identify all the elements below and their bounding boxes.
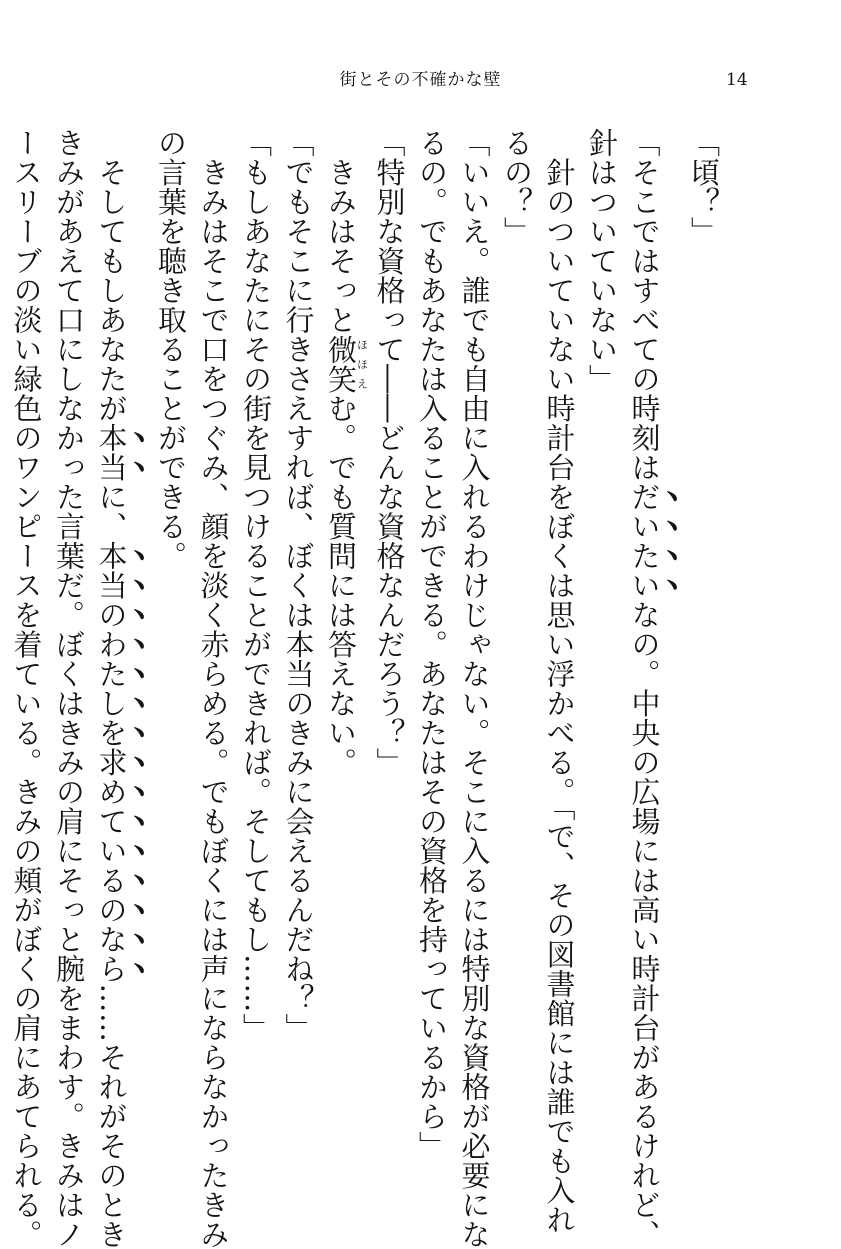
- text-run: 「いいえ。誰でも自由に入れるわけじゃない。そこに入るには特別な資格が必要にな: [457, 128, 492, 1249]
- text-run: 「頃？」: [687, 128, 721, 246]
- text-run: む。でも質問には答えない。: [324, 393, 358, 777]
- ruby-reading: ほほえ: [355, 334, 369, 394]
- text-line: [368, 128, 411, 1128]
- emphasized-text: だいたい: [627, 482, 662, 600]
- text-line: [623, 128, 683, 1249]
- text-line: [453, 128, 496, 1249]
- text-line: [496, 128, 539, 1128]
- emphasized-text: 本当のわたしを求めているのなら: [94, 541, 129, 984]
- text-line: [277, 128, 320, 1128]
- page-number: 14: [726, 70, 748, 90]
- body-text: [9, 128, 725, 1249]
- text-run: 針のついていない時計台をぼくは思い浮かべる。「で、その図書館には誰でも入れ: [542, 128, 577, 1235]
- text-run: きみはそっと: [324, 128, 358, 335]
- text-run: 「でもそこに行きさえすれば、ぼくは本当のきみに会えるんだね？」: [281, 128, 316, 1043]
- text-run: るの？」: [500, 128, 534, 246]
- text-run: 針はついていない」: [585, 128, 619, 394]
- text-line: [411, 128, 454, 1161]
- text-line: [538, 128, 581, 1235]
- text-run: の言葉を聴き取ることができる。: [154, 128, 188, 571]
- emphasized-text: 本当: [94, 423, 129, 482]
- text-line: [581, 128, 624, 1128]
- ruby-word: 微笑ほほえ: [324, 334, 369, 394]
- text-line: [683, 128, 726, 1128]
- text-run: そしてもしあなたが本当に、本当のわたしを求めているのなら……それがそのとき: [94, 128, 129, 1249]
- text-run: 「特別な資格って――どんな資格なんだろう？」: [372, 128, 407, 777]
- text-run: 「そこではすべての時刻はだいたいなの。中央の広場には高い時計台があるけれど、: [627, 128, 662, 1249]
- text-run: ースリーブの淡い緑色のワンピースを着ている。きみの頬がぼくの肩にあてられる。: [9, 128, 44, 1249]
- text-run: 「もしあなたにその街を見つけることができれば。そしてもし……」: [239, 128, 273, 1043]
- text-line: [320, 128, 369, 1128]
- text-line: [5, 128, 48, 1249]
- text-run: るの。でもあなたは入ることができる。あなたはその資格を持っているから」: [415, 128, 449, 1161]
- text-line: [192, 128, 235, 1249]
- text-line: [235, 128, 278, 1128]
- text-line: [150, 128, 193, 1128]
- running-title: 街とその不確かな壁: [339, 70, 502, 90]
- text-run: きみはそこで口をつぐみ、顔を淡く赤らめる。でもぼくには声にならなかったきみ: [196, 128, 231, 1249]
- text-run: きみがあえて口にしなかった言葉だ。ぼくはきみの肩にそっと腕をまわす。きみはノ: [52, 128, 86, 1249]
- text-line: [48, 128, 91, 1249]
- text-line: [90, 128, 150, 1249]
